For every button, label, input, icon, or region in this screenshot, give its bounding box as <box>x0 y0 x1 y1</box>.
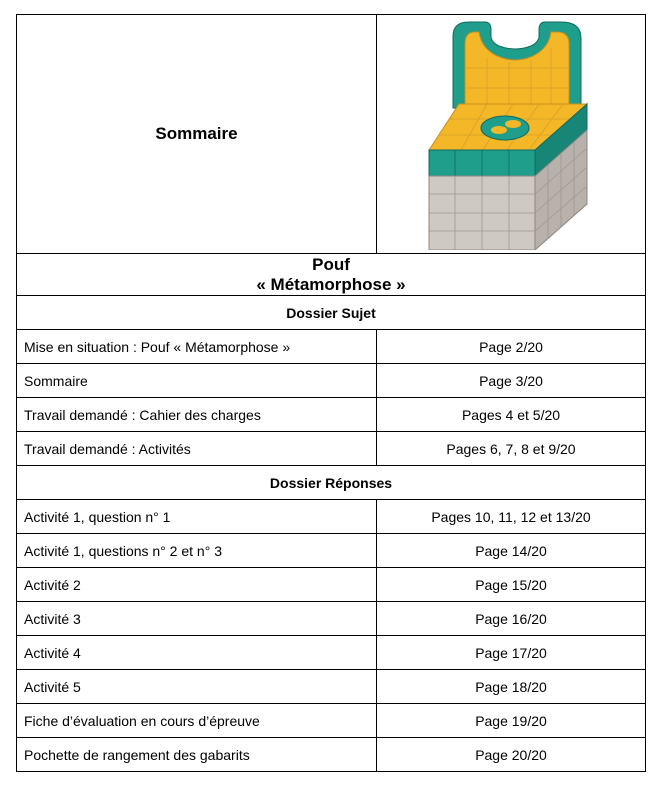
table-row <box>17 602 646 636</box>
item-label: Activité 2 <box>17 568 377 602</box>
item-label: Mise en situation : Pouf « Métamorphose » <box>17 330 377 364</box>
item-page: Page 20/20 <box>377 738 646 772</box>
table-row <box>17 738 646 772</box>
table-row <box>17 398 646 432</box>
item-label: Activité 3 <box>17 602 377 636</box>
section-row <box>17 296 646 330</box>
item-label: Travail demandé : Activités <box>17 432 377 466</box>
item-label: Fiche d’évaluation en cours d’épreuve <box>17 704 377 738</box>
item-page: Page 19/20 <box>377 704 646 738</box>
header-row <box>17 15 646 254</box>
table-row <box>17 364 646 398</box>
table-row <box>17 636 646 670</box>
item-label: Activité 5 <box>17 670 377 704</box>
table-row <box>17 330 646 364</box>
item-page: Page 16/20 <box>377 602 646 636</box>
section-title: Dossier Réponses <box>17 466 646 500</box>
item-label: Travail demandé : Cahier des charges <box>17 398 377 432</box>
table-row <box>17 704 646 738</box>
table-row <box>17 432 646 466</box>
product-name: Pouf <box>312 254 350 274</box>
item-label: Activité 1, question n° 1 <box>17 500 377 534</box>
item-label: Activité 1, questions n° 2 et n° 3 <box>17 534 377 568</box>
pouf-illustration <box>425 18 597 250</box>
section-title: Dossier Sujet <box>17 296 646 330</box>
item-page: Page 3/20 <box>377 364 646 398</box>
product-title-row <box>17 254 646 296</box>
table-row <box>17 534 646 568</box>
section-row <box>17 466 646 500</box>
item-page: Page 14/20 <box>377 534 646 568</box>
table-row <box>17 568 646 602</box>
item-page: Page 17/20 <box>377 636 646 670</box>
item-label: Pochette de rangement des gabarits <box>17 738 377 772</box>
item-page: Pages 4 et 5/20 <box>377 398 646 432</box>
item-page: Pages 6, 7, 8 et 9/20 <box>377 432 646 466</box>
table-row <box>17 670 646 704</box>
summary-table <box>16 14 646 772</box>
summary-title: Sommaire <box>17 15 377 254</box>
item-page: Page 18/20 <box>377 670 646 704</box>
item-page: Page 2/20 <box>377 330 646 364</box>
product-title <box>17 254 646 296</box>
item-page: Pages 10, 11, 12 et 13/20 <box>377 500 646 534</box>
table-row <box>17 500 646 534</box>
item-label: Sommaire <box>17 364 377 398</box>
summary-sheet <box>16 14 646 772</box>
product-model: « Métamorphose » <box>256 274 406 294</box>
item-page: Page 15/20 <box>377 568 646 602</box>
item-label: Activité 4 <box>17 636 377 670</box>
pouf-illustration-cell <box>377 15 646 254</box>
